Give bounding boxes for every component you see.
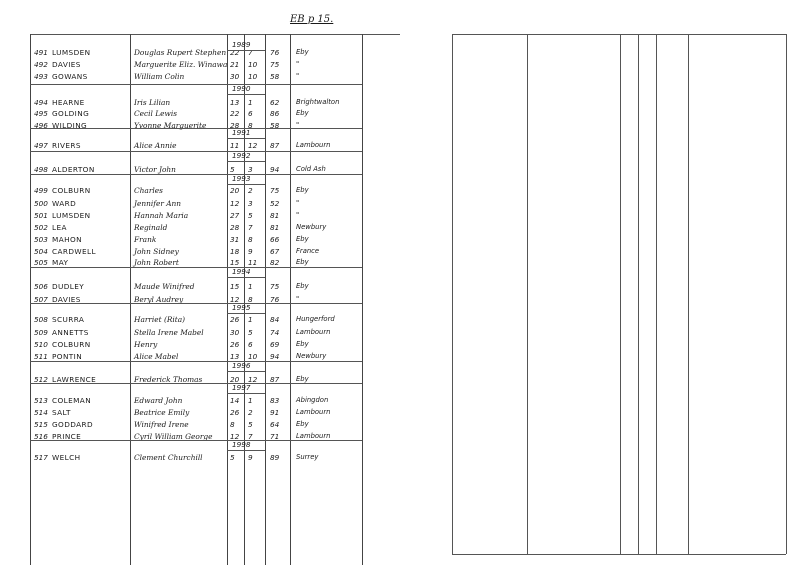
age: 75	[270, 186, 280, 195]
burial-month: 8	[248, 121, 253, 130]
year-heading: 1998	[232, 440, 251, 449]
forenames: Victor John	[134, 165, 176, 174]
burial-month: 11	[248, 258, 258, 267]
burial-day: 13	[230, 352, 240, 361]
burial-month: 3	[248, 199, 253, 208]
burial-month: 1	[248, 98, 253, 107]
burial-day: 18	[230, 247, 240, 256]
column-rule	[786, 34, 787, 554]
entry-number: 492	[34, 60, 48, 69]
surname: LUMSDEN	[52, 48, 91, 57]
forenames: Alice Mabel	[134, 352, 179, 361]
year-heading: 1994	[232, 267, 251, 276]
forenames: Beryl Audrey	[134, 295, 184, 304]
column-rule	[620, 34, 621, 554]
age: 91	[270, 408, 280, 417]
year-separator	[30, 84, 362, 85]
age: 89	[270, 453, 280, 462]
register-entry	[0, 373, 400, 386]
burial-month: 5	[248, 328, 253, 337]
entry-number: 514	[34, 408, 48, 417]
forenames: Winifred Irene	[134, 420, 189, 429]
year-separator	[30, 440, 362, 441]
surname: MAY	[52, 258, 69, 267]
entry-number: 497	[34, 141, 48, 150]
forenames: Alice Annie	[134, 141, 177, 150]
age: 75	[270, 282, 280, 291]
place: France	[296, 247, 320, 255]
forenames: Cyril William George	[134, 432, 213, 441]
age: 58	[270, 72, 280, 81]
year-underline	[227, 184, 265, 185]
register-entry	[0, 280, 400, 293]
surname: DAVIES	[52, 295, 81, 304]
surname: DUDLEY	[52, 282, 85, 291]
burial-day: 26	[230, 315, 240, 324]
forenames: William Colin	[134, 72, 185, 81]
burial-month: 3	[248, 165, 253, 174]
burial-month: 12	[248, 375, 258, 384]
year-underline	[227, 161, 265, 162]
age: 75	[270, 60, 280, 69]
age: 71	[270, 432, 280, 441]
year-separator	[30, 128, 362, 129]
surname: GOLDING	[52, 109, 90, 118]
burial-month: 2	[248, 408, 253, 417]
entry-number: 491	[34, 48, 48, 57]
column-rule	[452, 34, 453, 554]
age: 82	[270, 258, 280, 267]
forenames: Maude Winifred	[134, 282, 195, 291]
surname: SALT	[52, 408, 71, 417]
surname: COLBURN	[52, 186, 91, 195]
top-rule	[452, 34, 786, 35]
place: Newbury	[296, 352, 327, 360]
surname: LAWRENCE	[52, 375, 97, 384]
year-separator	[30, 361, 362, 362]
burial-month: 10	[248, 60, 258, 69]
age: 66	[270, 235, 280, 244]
place: Eby	[296, 340, 309, 348]
forenames: Beatrice Emily	[134, 408, 190, 417]
entry-number: 495	[34, 109, 48, 118]
age: 64	[270, 420, 280, 429]
surname: COLEMAN	[52, 396, 92, 405]
forenames: John Robert	[134, 258, 179, 267]
age: 76	[270, 48, 280, 57]
surname: DAVIES	[52, 60, 81, 69]
burial-month: 8	[248, 295, 253, 304]
burial-month: 9	[248, 247, 253, 256]
entry-number: 499	[34, 186, 48, 195]
surname: ALDERTON	[52, 165, 95, 174]
entry-number: 509	[34, 328, 48, 337]
place: Lambourn	[296, 328, 331, 336]
forenames: Douglas Rupert Stephen	[134, 48, 227, 57]
burial-month: 10	[248, 72, 258, 81]
year-separator	[30, 383, 362, 384]
place: "	[296, 121, 300, 129]
year-separator	[30, 267, 362, 268]
entry-number: 512	[34, 375, 48, 384]
register-entry	[0, 184, 400, 197]
year-underline	[227, 450, 265, 451]
place: Eby	[296, 420, 309, 428]
forenames: Harriet (Rita)	[134, 315, 186, 324]
burial-day: 5	[230, 165, 235, 174]
column-rule	[688, 34, 689, 554]
burial-month: 1	[248, 396, 253, 405]
place: "	[296, 211, 300, 219]
place: Lambourn	[296, 408, 331, 416]
register-entry	[0, 451, 400, 464]
surname: SCURRA	[52, 315, 85, 324]
burial-month: 6	[248, 340, 253, 349]
year-underline	[227, 371, 265, 372]
entry-number: 501	[34, 211, 48, 220]
year-underline	[227, 138, 265, 139]
burial-day: 21	[230, 60, 240, 69]
burial-day: 8	[230, 420, 235, 429]
burial-day: 13	[230, 98, 240, 107]
column-rule	[638, 34, 639, 554]
column-rule	[656, 34, 657, 554]
entry-number: 503	[34, 235, 48, 244]
burial-day: 26	[230, 340, 240, 349]
age: 81	[270, 211, 280, 220]
place: Hungerford	[296, 315, 335, 323]
forenames: Marguerite Eliz. Winawa	[134, 60, 228, 69]
top-rule	[30, 34, 400, 35]
burial-month: 8	[248, 235, 253, 244]
burial-day: 14	[230, 396, 240, 405]
burial-month: 7	[248, 432, 253, 441]
surname: LEA	[52, 223, 67, 232]
age: 58	[270, 121, 280, 130]
burial-month: 1	[248, 315, 253, 324]
place: Eby	[296, 109, 309, 117]
place: Newbury	[296, 223, 327, 231]
entry-number: 513	[34, 396, 48, 405]
entry-number: 517	[34, 453, 48, 462]
burial-month: 6	[248, 109, 253, 118]
surname: WARD	[52, 199, 77, 208]
surname: WILDING	[52, 121, 88, 130]
entry-number: 493	[34, 72, 48, 81]
entry-number: 505	[34, 258, 48, 267]
entry-number: 494	[34, 98, 48, 107]
burial-day: 11	[230, 141, 240, 150]
year-separator	[30, 174, 362, 175]
place: Eby	[296, 235, 309, 243]
place: Cold Ash	[296, 165, 326, 173]
place: Surrey	[296, 453, 319, 461]
surname: LUMSDEN	[52, 211, 91, 220]
burial-day: 5	[230, 453, 235, 462]
entry-number: 511	[34, 352, 48, 361]
surname: GOWANS	[52, 72, 88, 81]
bottom-rule	[452, 554, 786, 555]
column-rule	[527, 34, 528, 554]
year-heading: 1990	[232, 84, 251, 93]
age: 94	[270, 165, 280, 174]
surname: RIVERS	[52, 141, 81, 150]
burial-month: 7	[248, 223, 253, 232]
burial-month: 7	[248, 48, 253, 57]
burial-month: 10	[248, 352, 258, 361]
register-entry	[0, 70, 400, 83]
age: 87	[270, 375, 280, 384]
age: 94	[270, 352, 280, 361]
place: Eby	[296, 48, 309, 56]
surname: COLBURN	[52, 340, 91, 349]
burial-month: 5	[248, 420, 253, 429]
age: 74	[270, 328, 280, 337]
year-underline	[227, 94, 265, 95]
burial-day: 20	[230, 375, 240, 384]
entry-number: 508	[34, 315, 48, 324]
year-heading: 1996	[232, 361, 251, 370]
year-underline	[227, 313, 265, 314]
surname: PRINCE	[52, 432, 82, 441]
entry-number: 500	[34, 199, 48, 208]
age: 62	[270, 98, 280, 107]
burial-month: 5	[248, 211, 253, 220]
entry-number: 502	[34, 223, 48, 232]
register-entry	[0, 430, 400, 443]
year-underline	[227, 277, 265, 278]
forenames: Iris Lilian	[134, 98, 171, 107]
burial-day: 27	[230, 211, 240, 220]
burial-month: 1	[248, 282, 253, 291]
entry-number: 506	[34, 282, 48, 291]
burial-day: 31	[230, 235, 240, 244]
age: 52	[270, 199, 280, 208]
year-separator	[30, 303, 362, 304]
entry-number: 515	[34, 420, 48, 429]
entry-number: 504	[34, 247, 48, 256]
age: 84	[270, 315, 280, 324]
age: 76	[270, 295, 280, 304]
entry-number: 516	[34, 432, 48, 441]
forenames: Hannah Maria	[134, 211, 189, 220]
burial-day: 15	[230, 258, 240, 267]
forenames: Cecil Lewis	[134, 109, 178, 118]
place: "	[296, 60, 300, 68]
forenames: Yvonne Marguerite	[134, 121, 207, 130]
forenames: Frank	[134, 235, 157, 244]
year-heading: 1991	[232, 128, 251, 137]
forenames: Frederick Thomas	[134, 375, 203, 384]
burial-month: 9	[248, 453, 253, 462]
forenames: Jennifer Ann	[134, 199, 182, 208]
burial-day: 20	[230, 186, 240, 195]
forenames: Charles	[134, 186, 163, 195]
year-heading: 1989	[232, 40, 251, 49]
burial-day: 28	[230, 223, 240, 232]
place: Eby	[296, 258, 309, 266]
burial-day: 30	[230, 328, 240, 337]
forenames: Stella Irene Mabel	[134, 328, 204, 337]
place: Eby	[296, 375, 309, 383]
burial-day: 15	[230, 282, 240, 291]
surname: CARDWELL	[52, 247, 96, 256]
year-underline	[227, 393, 265, 394]
burial-month: 12	[248, 141, 258, 150]
age: 87	[270, 141, 280, 150]
entry-number: 507	[34, 295, 48, 304]
burial-day: 30	[230, 72, 240, 81]
burial-day: 12	[230, 199, 240, 208]
page-reference: EB p 15.	[290, 14, 334, 25]
year-heading: 1993	[232, 174, 251, 183]
entry-number: 498	[34, 165, 48, 174]
forenames: John Sidney	[134, 247, 179, 256]
register-entry	[0, 119, 400, 132]
year-heading: 1995	[232, 303, 251, 312]
surname: WELCH	[52, 453, 81, 462]
year-underline	[227, 50, 265, 51]
place: "	[296, 72, 300, 80]
place: Eby	[296, 186, 309, 194]
forenames: Edward John	[134, 396, 183, 405]
age: 86	[270, 109, 280, 118]
burial-day: 22	[230, 109, 240, 118]
burial-day: 28	[230, 121, 240, 130]
entry-number: 510	[34, 340, 48, 349]
place: "	[296, 199, 300, 207]
surname: GODDARD	[52, 420, 93, 429]
age: 67	[270, 247, 280, 256]
age: 81	[270, 223, 280, 232]
burial-month: 2	[248, 186, 253, 195]
burial-day: 12	[230, 295, 240, 304]
place: Abingdon	[296, 396, 329, 404]
forenames: Henry	[134, 340, 158, 349]
forenames: Clement Churchill	[134, 453, 203, 462]
register-entry	[0, 293, 400, 306]
place: "	[296, 295, 300, 303]
place: Lambourn	[296, 141, 331, 149]
age: 83	[270, 396, 280, 405]
forenames: Reginald	[134, 223, 168, 232]
place: Eby	[296, 282, 309, 290]
burial-day: 12	[230, 432, 240, 441]
surname: PONTIN	[52, 352, 83, 361]
year-heading: 1997	[232, 383, 251, 392]
surname: ANNETTS	[52, 328, 89, 337]
age: 69	[270, 340, 280, 349]
surname: HEARNE	[52, 98, 85, 107]
register-entry	[0, 313, 400, 326]
surname: MAHON	[52, 235, 82, 244]
year-separator	[30, 151, 362, 152]
place: Brightwalton	[296, 98, 340, 106]
entry-number: 496	[34, 121, 48, 130]
place: Lambourn	[296, 432, 331, 440]
burial-day: 26	[230, 408, 240, 417]
burial-day: 22	[230, 48, 240, 57]
year-heading: 1992	[232, 151, 251, 160]
